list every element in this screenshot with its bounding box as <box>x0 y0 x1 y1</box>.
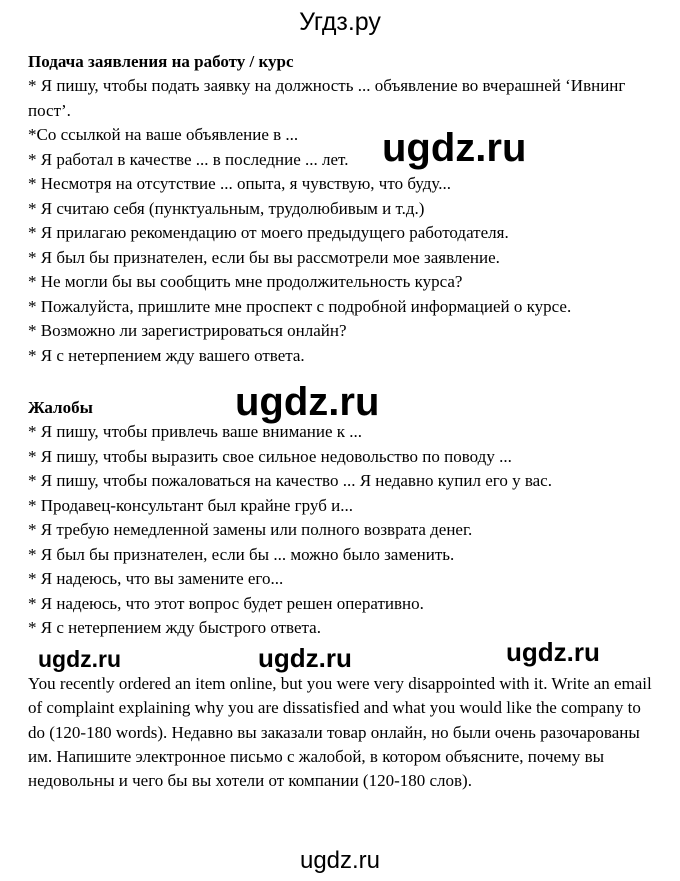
phrase-item: * Пожалуйста, пришлите мне проспект с подробной информацией о курсе. <box>28 296 572 316</box>
phrase-item: * Я надеюсь, что вы замените его... <box>28 569 284 588</box>
phrase-item: * Я считаю себя (пунктуальным, трудолюбивым и т.д.) <box>28 198 425 218</box>
phrase-item: * Я прилагаю рекомендацию от моего предыдущего работодателя. <box>28 223 509 242</box>
phrase-item: * Я пишу, чтобы выразить свое сильное недовольство по поводу ... <box>28 446 512 466</box>
watermark: ugdz.ru <box>235 380 380 424</box>
phrase-item: * Я надеюсь, что этот вопрос будет решен оперативно. <box>28 593 424 613</box>
watermark: ugdz.ru <box>506 637 600 667</box>
phrase-item: *Со ссылкой на ваше объявление в ... <box>28 125 299 144</box>
watermark: ugdz.ru <box>258 643 352 673</box>
watermark: ugdz.ru <box>382 126 527 170</box>
complaints-phrase-list <box>28 420 668 641</box>
phrase-item: * Возможно ли зарегистрироваться онлайн? <box>28 321 347 340</box>
application-phrase-list <box>28 74 668 368</box>
phrase-item: * Я был бы признателен, если бы вы рассмотрели мое заявление. <box>28 247 500 267</box>
phrase-item: * Продавец-консультант был крайне груб и... <box>28 495 353 515</box>
site-footer: ugdz.ru <box>299 847 381 874</box>
task-text: You recently ordered an item online, but you were very disappointed with it. Write an email of complaint explaining why you are dissatisfied and what you would like the company to do (120-180 words). Недавно вы заказали товар онлайн, но были очень разочарованы им. Напишите электронное письмо с жалобой, в котором объясните, почему вы недовольны и чего бы вы хотели от компании (120-180 слов). <box>28 674 652 791</box>
phrase-item: * Я требую немедленной замены или полного возврата денег. <box>28 520 473 539</box>
complaints-section-title: Жалобы <box>28 398 93 417</box>
phrase-item: * Я пишу, чтобы привлечь ваше внимание к ... <box>28 422 363 441</box>
phrase-item: * Я был бы признателен, если бы ... можно было заменить. <box>28 544 455 564</box>
phrase-item: * Я с нетерпением жду вашего ответа. <box>28 345 305 365</box>
phrase-item: * Я работал в качестве ... в последние ... лет. <box>28 149 349 169</box>
application-section-title: Подача заявления на работу / курс <box>28 52 294 71</box>
application-section <box>28 50 668 368</box>
watermark: ugdz.ru <box>38 646 122 672</box>
complaints-section <box>28 396 668 641</box>
phrase-item: * Я пишу, чтобы пожаловаться на качество ... Я недавно купил его у вас. <box>28 471 552 490</box>
phrase-item: * Я с нетерпением жду быстрого ответа. <box>28 618 321 637</box>
phrase-item: * Не могли бы вы сообщить мне продолжительность курса? <box>28 272 463 291</box>
site-header: Угдз.ру <box>299 8 381 36</box>
phrase-item: * Несмотря на отсутствие ... опыта, я чувствую, что буду... <box>28 174 451 193</box>
phrase-item: * Я пишу, чтобы подать заявку на должность ... объявление во вчерашней ‘Ивнинг пост’. <box>28 76 626 120</box>
